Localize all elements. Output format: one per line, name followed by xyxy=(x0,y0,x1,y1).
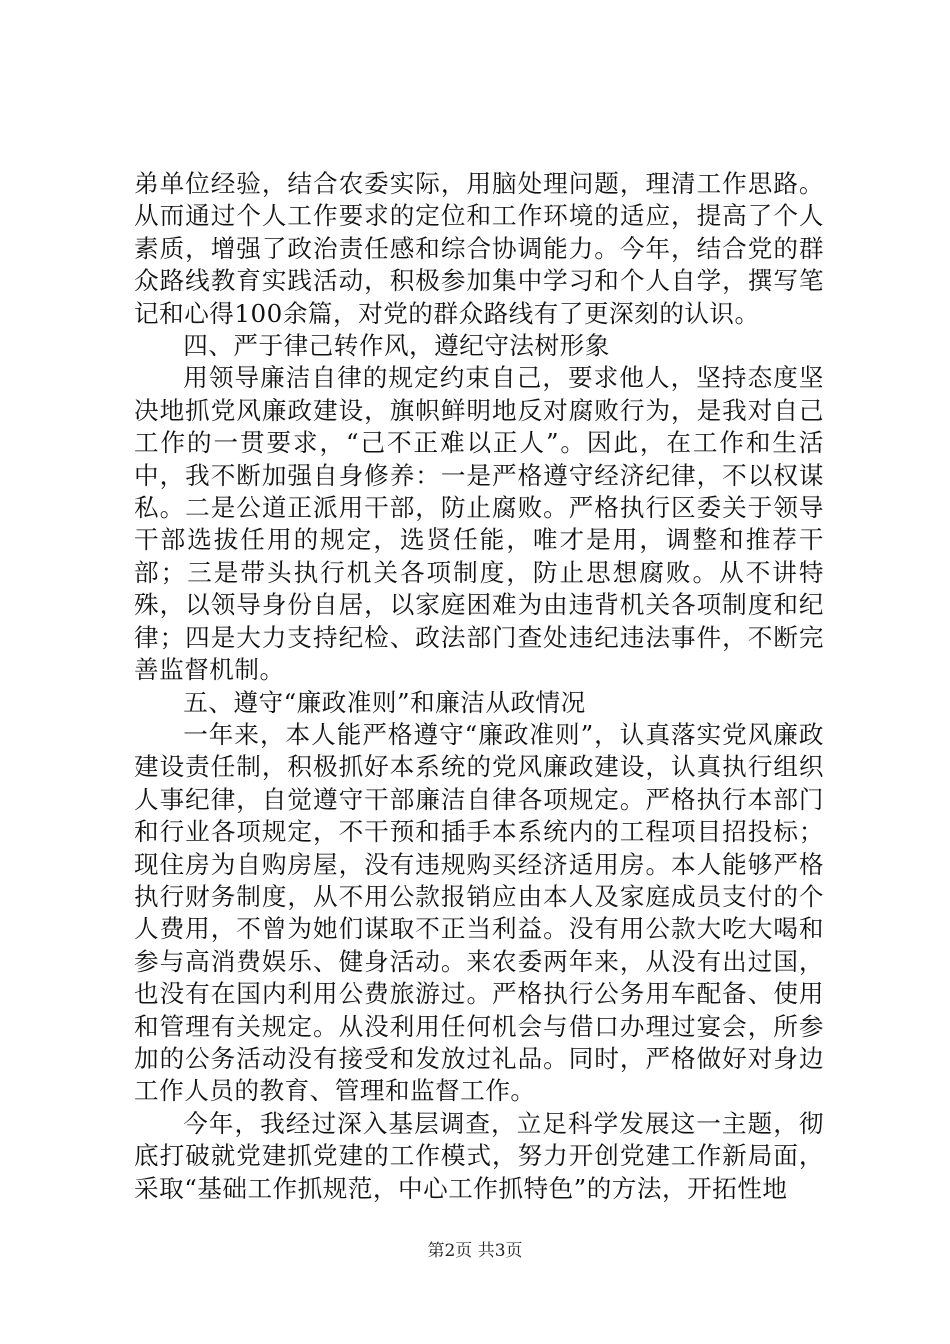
section-heading-four: 四、严于律己转作风，遵纪守法树形象 xyxy=(183,331,610,361)
section-heading-five: 五、遵守“廉政准则”和廉洁从政情况 xyxy=(183,687,586,717)
document-body xyxy=(134,168,824,1205)
paragraph-continued: 弟单位经验，结合农委实际，用脑处理问题，理清工作思路。从而通过个人工作要求的定位和工作环境的适应，提高了个人素质，增强了政治责任感和综合协调能力。今年，结合党的群众路线教育实践活动，积极参加集中学习和个人自学，撰写笔记和心得100余篇，对党的群众路线有了更深刻的认识。 xyxy=(134,169,824,328)
page-number-footer: 第2页 共3页 xyxy=(427,1241,523,1261)
paragraph-self-discipline: 用领导廉洁自律的规定约束自己，要求他人，坚持态度坚决地抓党风廉政建设，旗帜鲜明地反对腐败行为，是我对自己工作的一贯要求，“己不正难以正人”。因此，在工作和生活中，我不断加强自身修养：一是严格遵守经济纪律，不以权谋私。二是公道正派用干部，防止腐败。严格执行区委关于领导干部选拔任用的规定，选贤任能，唯才是用，调整和推荐干部；三是带头执行机关各项制度，防止思想腐败。从不讲特殊，以领导身份自居，以家庭困难为由违背机关各项制度和纪律；四是大力支持纪检、政法部门查处违纪违法事件，不断完善监督机制。 xyxy=(134,363,824,685)
paragraph-integrity: 一年来，本人能严格遵守“廉政准则”，认真落实党风廉政建设责任制，积极抓好本系统的党风廉政建设，认真执行组织人事纪律，自觉遵守干部廉洁自律各项规定。严格执行本部门和行业各项规定，不干预和插手本系统内的工程项目招投标；现住房为自购房屋，没有违规购买经济适用房。本人能够严格执行财务制度，从不用公款报销应由本人及家庭成员支付的个人费用，不曾为她们谋取不正当利益。没有用公款大吃大喝和参与高消费娱乐、健身活动。来农委两年来，从没有出过国，也没有在国内利用公费旅游过。严格执行公务用车配备、使用和管理有关规定。从没利用任何机会与借口办理过宴会，所参加的公务活动没有接受和发放过礼品。同时，严格做好对身边工作人员的教育、管理和监督工作。 xyxy=(134,719,824,1106)
paragraph-party-building: 今年，我经过深入基层调查，立足科学发展这一主题，彻底打破就党建抓党建的工作模式，努力开创党建工作新局面，采取“基础工作抓规范，中心工作抓特色”的方法，开拓性地 xyxy=(134,1108,824,1203)
